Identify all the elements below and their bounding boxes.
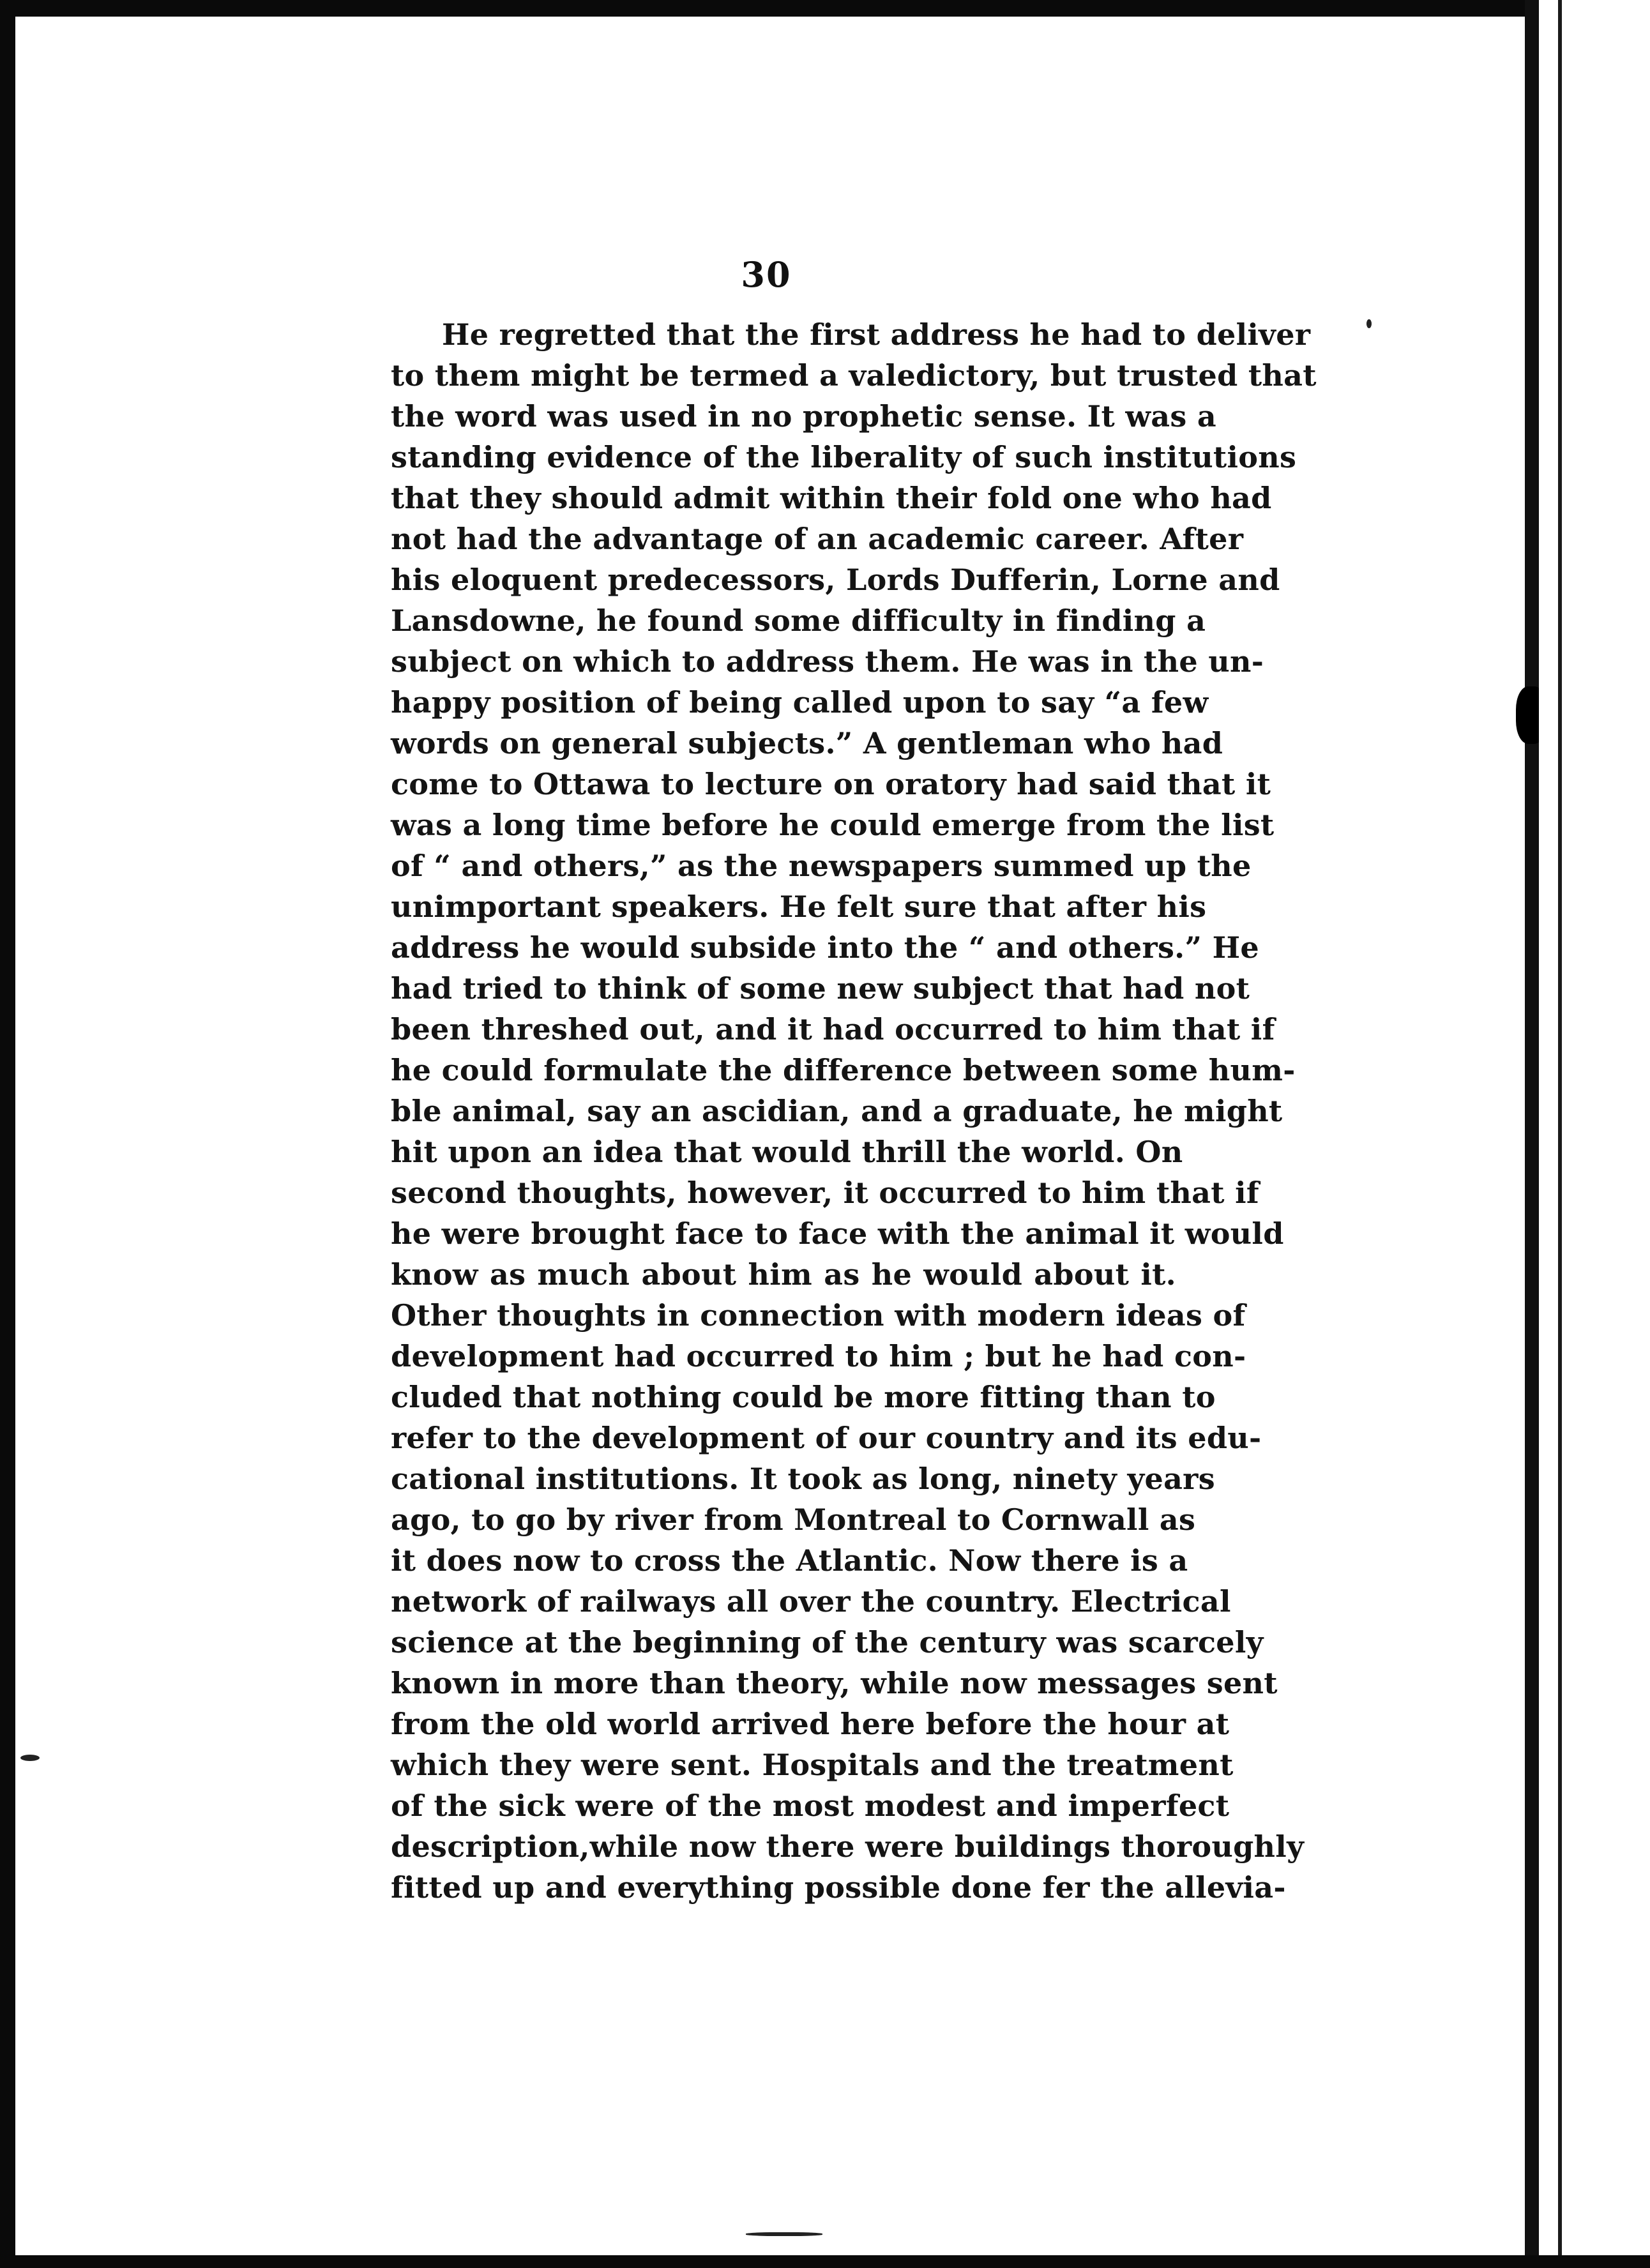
text-line: cluded that nothing could be more fitting than to — [391, 1380, 1216, 1414]
text-line: from the old world arrived here before the hour at — [391, 1707, 1230, 1741]
scan-speck — [20, 1755, 40, 1761]
text-line: that they should admit within their fold one who had — [391, 481, 1272, 515]
text-line: of the sick were of the most modest and imperfect — [391, 1788, 1230, 1823]
text-line: it does now to cross the Atlantic. Now there is a — [391, 1543, 1188, 1578]
scan-border-bottom — [0, 2255, 1650, 2268]
text-line: fitted up and everything possible done fer the allevia- — [391, 1870, 1286, 1905]
text-line: come to Ottawa to lecture on oratory had said that it — [391, 767, 1271, 801]
text-line: words on general subjects.” A gentleman who had — [391, 726, 1223, 760]
text-line: he could formulate the difference between some hum- — [391, 1053, 1296, 1087]
text-line: which they were sent. Hospitals and the treatment — [391, 1748, 1234, 1782]
text-line: Other thoughts in connection with modern ideas of — [391, 1298, 1246, 1333]
scan-border-top — [0, 0, 1650, 17]
adjacent-page-rule — [1558, 0, 1562, 2268]
text-line: ago, to go by river from Montreal to Cornwall as — [391, 1502, 1196, 1537]
text-line: he were brought face to face with the animal it would — [391, 1216, 1284, 1251]
text-line: known in more than theory, while now messages sent — [391, 1666, 1278, 1700]
text-line: had tried to think of some new subject that had not — [391, 971, 1250, 1006]
text-line: science at the beginning of the century was scarcely — [391, 1625, 1264, 1659]
page-number: 30 — [741, 254, 792, 295]
scan-speck — [746, 2232, 822, 2236]
text-line: unimportant speakers. He felt sure that after his — [391, 889, 1207, 924]
text-line: subject on which to address them. He was in the un- — [391, 644, 1264, 679]
text-line: description,while now there were buildings thoroughly — [391, 1829, 1305, 1864]
text-line: his eloquent predecessors, Lords Dufferin, Lorne and — [391, 563, 1280, 597]
text-line: network of railways all over the country. Electrical — [391, 1584, 1231, 1619]
text-line: refer to the development of our country and its edu- — [391, 1421, 1262, 1455]
text-line: to them might be termed a valedictory, but trusted that — [391, 358, 1317, 393]
text-line: was a long time before he could emerge from the list — [391, 808, 1275, 842]
text-line: Lansdowne, he found some difficulty in finding a — [391, 603, 1206, 638]
text-line: He regretted that the first address he had to deliver — [442, 317, 1311, 352]
text-line: happy position of being called upon to say “a few — [391, 685, 1209, 720]
text-line: hit upon an idea that would thrill the world. On — [391, 1135, 1183, 1169]
scan-border-left — [0, 0, 15, 2268]
text-line: second thoughts, however, it occurred to him that if — [391, 1176, 1259, 1210]
text-line: cational institutions. It took as long, ninety years — [391, 1462, 1215, 1496]
scan-border-right — [1525, 0, 1539, 2268]
body-text — [391, 314, 1317, 1908]
scan-speck — [1366, 319, 1372, 328]
text-line: not had the advantage of an academic career. After — [391, 522, 1244, 556]
adjacent-page-edge — [1539, 0, 1650, 2268]
text-line: standing evidence of the liberality of such institutions — [391, 440, 1297, 474]
text-line: been threshed out, and it had occurred to him that if — [391, 1012, 1275, 1047]
text-line: address he would subside into the “ and others.” He — [391, 930, 1259, 965]
text-line: of “ and others,” as the newspapers summed up the — [391, 849, 1252, 883]
text-line: the word was used in no prophetic sense. It was a — [391, 399, 1216, 434]
text-line: ble animal, say an ascidian, and a graduate, he might — [391, 1094, 1283, 1128]
text-line: development had occurred to him ; but he had con- — [391, 1339, 1246, 1373]
text-line: know as much about him as he would about it. — [391, 1257, 1176, 1292]
